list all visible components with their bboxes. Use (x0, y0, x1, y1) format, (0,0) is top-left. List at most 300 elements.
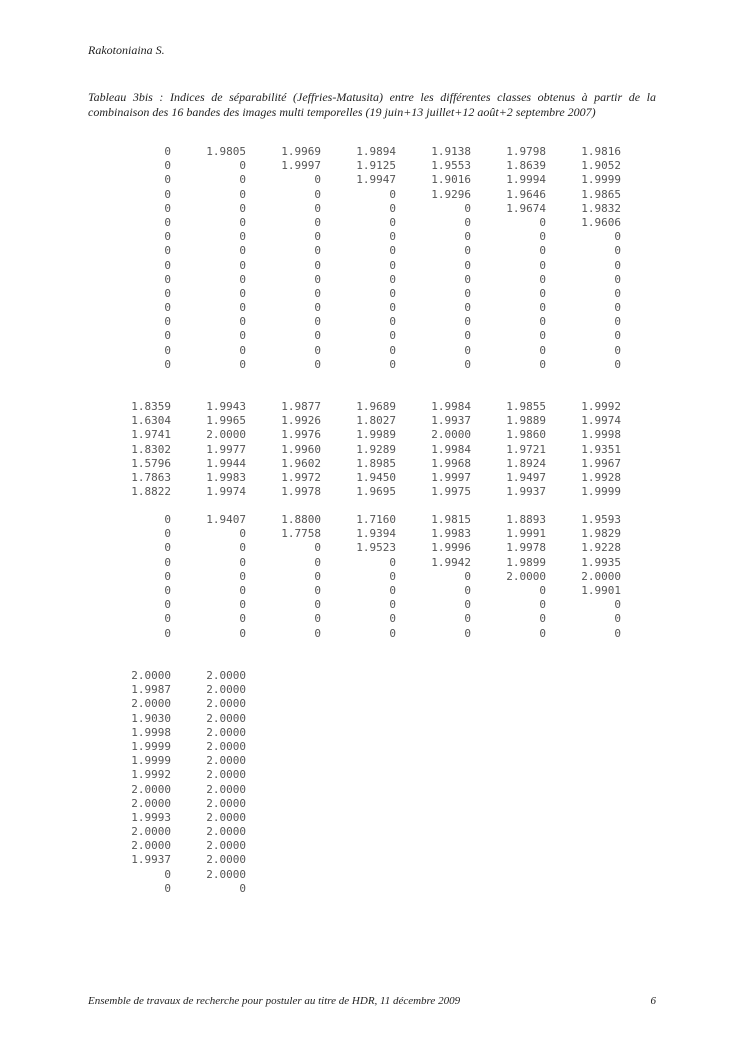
matrix-cell: 0 (314, 555, 321, 569)
matrix-cell: 1.9832 (581, 201, 621, 215)
matrix-cell: 0 (239, 555, 246, 569)
matrix-cell: 2.0000 (206, 796, 246, 810)
matrix-cell: 0 (239, 583, 246, 597)
matrix-row (96, 230, 621, 244)
matrix-row (96, 216, 621, 230)
matrix-cell: 0 (389, 343, 396, 357)
matrix-cell: 0 (164, 527, 171, 541)
matrix-cell: 1.9997 (281, 159, 321, 173)
matrix-cell: 0 (164, 258, 171, 272)
matrix-cell: 0 (239, 201, 246, 215)
matrix-cell: 0 (389, 626, 396, 640)
matrix-cell: 0 (164, 173, 171, 187)
matrix-cell: 0 (464, 583, 471, 597)
matrix-cell: 0 (239, 626, 246, 640)
matrix-cell: 0 (164, 145, 171, 158)
matrix-cell: 1.9937 (506, 485, 546, 499)
matrix-cell: 0 (314, 357, 321, 371)
matrix-block-4 (96, 669, 246, 896)
matrix-cell: 0 (164, 513, 171, 526)
matrix-cell: 2.0000 (206, 839, 246, 853)
matrix-cell: 0 (314, 187, 321, 201)
matrix-cell: 0 (164, 555, 171, 569)
matrix-cell: 0 (464, 329, 471, 343)
matrix-cell: 2.0000 (206, 739, 246, 753)
matrix-cell: 2.0000 (206, 669, 246, 682)
matrix-cell: 0 (239, 541, 246, 555)
matrix-row (96, 627, 621, 641)
matrix-cell: 0 (314, 598, 321, 612)
matrix-cell: 1.9984 (431, 400, 471, 413)
matrix-row (96, 485, 621, 499)
matrix-cell: 0 (314, 215, 321, 229)
matrix-cell: 1.8027 (356, 414, 396, 428)
matrix-row (96, 173, 621, 187)
matrix-cell: 0 (464, 244, 471, 258)
matrix-cell: 0 (239, 569, 246, 583)
matrix-row (96, 669, 246, 683)
matrix-row (96, 400, 621, 414)
matrix-row (96, 159, 621, 173)
matrix-cell: 0 (464, 301, 471, 315)
matrix-cell: 0 (614, 357, 621, 371)
matrix-cell: 1.9602 (281, 456, 321, 470)
matrix-cell: 0 (539, 343, 546, 357)
matrix-cell: 2.0000 (131, 697, 171, 711)
matrix-row (96, 244, 621, 258)
matrix-cell: 1.9998 (131, 725, 171, 739)
matrix-cell: 0 (164, 301, 171, 315)
matrix-cell: 1.9999 (131, 739, 171, 753)
matrix-cell: 0 (389, 244, 396, 258)
matrix-cell: 1.6304 (131, 414, 171, 428)
matrix-row (96, 513, 621, 527)
matrix-cell: 1.8985 (356, 456, 396, 470)
matrix-cell: 1.9983 (206, 470, 246, 484)
matrix-cell: 0 (389, 201, 396, 215)
matrix-cell: 1.7863 (131, 470, 171, 484)
matrix-cell: 2.0000 (131, 782, 171, 796)
matrix-cell: 0 (164, 230, 171, 244)
matrix-row (96, 428, 621, 442)
matrix-cell: 0 (464, 569, 471, 583)
matrix-cell: 0 (314, 230, 321, 244)
matrix-cell: 1.9030 (131, 711, 171, 725)
matrix-cell: 1.9829 (581, 527, 621, 541)
matrix-cell: 0 (464, 315, 471, 329)
matrix-cell: 1.9974 (206, 485, 246, 499)
matrix-cell: 0 (464, 357, 471, 371)
matrix-cell: 0 (389, 583, 396, 597)
matrix-row (96, 740, 246, 754)
matrix-cell: 0 (164, 867, 171, 881)
matrix-cell: 1.9996 (431, 541, 471, 555)
matrix-cell: 0 (314, 315, 321, 329)
matrix-cell: 0 (389, 187, 396, 201)
matrix-cell: 1.9889 (506, 414, 546, 428)
matrix-cell: 2.0000 (206, 782, 246, 796)
matrix-cell: 1.9987 (131, 683, 171, 697)
matrix-cell: 1.9394 (356, 527, 396, 541)
matrix-row (96, 556, 621, 570)
matrix-cell: 0 (464, 598, 471, 612)
matrix-cell: 0 (164, 272, 171, 286)
matrix-cell: 0 (314, 301, 321, 315)
matrix-cell: 1.9989 (356, 428, 396, 442)
matrix-cell: 0 (464, 612, 471, 626)
matrix-cell: 0 (164, 612, 171, 626)
matrix-cell: 0 (614, 612, 621, 626)
matrix-cell: 1.9450 (356, 470, 396, 484)
matrix-row (96, 697, 246, 711)
matrix-cell: 0 (164, 598, 171, 612)
matrix-cell: 0 (239, 357, 246, 371)
matrix-cell: 0 (614, 244, 621, 258)
matrix-cell: 0 (539, 357, 546, 371)
matrix-cell: 0 (539, 301, 546, 315)
matrix-cell: 0 (389, 612, 396, 626)
matrix-cell: 1.9999 (581, 173, 621, 187)
matrix-cell: 2.0000 (206, 754, 246, 768)
matrix-row (96, 612, 621, 626)
matrix-cell: 0 (314, 569, 321, 583)
matrix-cell: 0 (539, 598, 546, 612)
matrix-cell: 1.9689 (356, 400, 396, 413)
matrix-cell: 0 (314, 244, 321, 258)
matrix-cell: 2.0000 (206, 853, 246, 867)
matrix-cell: 0 (164, 541, 171, 555)
matrix-cell: 2.0000 (206, 711, 246, 725)
matrix-cell: 0 (164, 187, 171, 201)
matrix-cell: 1.9523 (356, 541, 396, 555)
matrix-cell: 2.0000 (131, 825, 171, 839)
matrix-cell: 1.9928 (581, 470, 621, 484)
matrix-cell: 1.9289 (356, 442, 396, 456)
page-header-author: Rakotoniaina S. (88, 43, 165, 57)
matrix-cell: 1.5796 (131, 456, 171, 470)
matrix-cell: 0 (464, 272, 471, 286)
matrix-cell: 2.0000 (431, 428, 471, 442)
footer-text: Ensemble de travaux de recherche pour postuler au titre de HDR, 11 décembre 2009 (88, 995, 461, 1007)
matrix-cell: 1.9944 (206, 456, 246, 470)
matrix-cell: 0 (539, 244, 546, 258)
matrix-cell: 1.9984 (431, 442, 471, 456)
matrix-cell: 2.0000 (206, 428, 246, 442)
matrix-cell: 2.0000 (206, 683, 246, 697)
matrix-cell: 0 (164, 626, 171, 640)
matrix-cell: 0 (389, 569, 396, 583)
matrix-cell: 1.9992 (581, 400, 621, 413)
matrix-cell: 1.9937 (131, 853, 171, 867)
matrix-cell: 0 (614, 258, 621, 272)
matrix-cell: 1.9937 (431, 414, 471, 428)
matrix-cell: 0 (239, 343, 246, 357)
matrix-cell: 1.9741 (131, 428, 171, 442)
matrix-cell: 2.0000 (506, 569, 546, 583)
matrix-cell: 0 (314, 258, 321, 272)
matrix-cell: 2.0000 (131, 669, 171, 682)
matrix-cell: 0 (239, 272, 246, 286)
matrix-cell: 0 (164, 583, 171, 597)
matrix-cell: 1.9296 (431, 187, 471, 201)
matrix-row (96, 754, 246, 768)
matrix-cell: 1.8822 (131, 485, 171, 499)
matrix-cell: 1.9993 (131, 810, 171, 824)
matrix-cell: 1.7160 (356, 513, 396, 526)
matrix-cell: 0 (464, 230, 471, 244)
matrix-cell: 0 (164, 569, 171, 583)
matrix-cell: 0 (239, 286, 246, 300)
matrix-cell: 1.9999 (581, 485, 621, 499)
matrix-cell: 0 (314, 329, 321, 343)
matrix-cell: 0 (239, 301, 246, 315)
matrix-row (96, 768, 246, 782)
matrix-cell: 0 (314, 541, 321, 555)
matrix-row (96, 145, 621, 159)
matrix-cell: 1.9606 (581, 215, 621, 229)
matrix-cell: 0 (239, 329, 246, 343)
matrix-cell: 2.0000 (206, 810, 246, 824)
matrix-cell: 1.9865 (581, 187, 621, 201)
matrix-cell: 1.9138 (431, 145, 471, 158)
matrix-row (96, 584, 621, 598)
matrix-cell: 1.9721 (506, 442, 546, 456)
matrix-row (96, 811, 246, 825)
matrix-cell: 0 (539, 258, 546, 272)
matrix-row (96, 358, 621, 372)
matrix-row (96, 868, 246, 882)
matrix-cell: 0 (614, 343, 621, 357)
matrix-cell: 0 (389, 598, 396, 612)
matrix-cell: 0 (614, 272, 621, 286)
matrix-cell: 0 (539, 329, 546, 343)
matrix-cell: 1.9960 (281, 442, 321, 456)
matrix-row (96, 839, 246, 853)
matrix-cell: 1.9855 (506, 400, 546, 413)
matrix-cell: 0 (164, 215, 171, 229)
matrix-cell: 1.9553 (431, 159, 471, 173)
matrix-cell: 0 (239, 315, 246, 329)
matrix-cell: 1.9816 (581, 145, 621, 158)
matrix-row (96, 712, 246, 726)
matrix-cell: 1.9228 (581, 541, 621, 555)
matrix-cell: 1.9407 (206, 513, 246, 526)
matrix-cell: 2.0000 (206, 768, 246, 782)
matrix-row (96, 825, 246, 839)
matrix-cell: 1.9977 (206, 442, 246, 456)
matrix-cell: 0 (614, 626, 621, 640)
matrix-cell: 0 (239, 527, 246, 541)
matrix-cell: 2.0000 (206, 825, 246, 839)
matrix-cell: 1.9593 (581, 513, 621, 526)
matrix-cell: 0 (164, 329, 171, 343)
matrix-cell: 2.0000 (206, 725, 246, 739)
matrix-cell: 1.9935 (581, 555, 621, 569)
matrix-cell: 0 (314, 272, 321, 286)
matrix-cell: 0 (164, 315, 171, 329)
matrix-cell: 1.9901 (581, 583, 621, 597)
matrix-cell: 0 (464, 201, 471, 215)
matrix-cell: 0 (539, 583, 546, 597)
matrix-cell: 1.9967 (581, 456, 621, 470)
matrix-cell: 0 (614, 315, 621, 329)
matrix-cell: 1.9798 (506, 145, 546, 158)
matrix-cell: 1.9947 (356, 173, 396, 187)
matrix-cell: 0 (389, 286, 396, 300)
matrix-cell: 0 (314, 612, 321, 626)
matrix-cell: 0 (239, 215, 246, 229)
matrix-cell: 0 (539, 315, 546, 329)
matrix-cell: 0 (314, 173, 321, 187)
matrix-cell: 0 (389, 555, 396, 569)
matrix-cell: 1.9016 (431, 173, 471, 187)
matrix-cell: 0 (389, 272, 396, 286)
matrix-cell: 0 (614, 230, 621, 244)
matrix-cell: 0 (239, 598, 246, 612)
matrix-cell: 0 (239, 244, 246, 258)
matrix-cell: 1.9899 (506, 555, 546, 569)
matrix-cell: 0 (389, 258, 396, 272)
matrix-cell: 0 (539, 272, 546, 286)
matrix-cell: 0 (464, 286, 471, 300)
matrix-row (96, 273, 621, 287)
matrix-cell: 0 (164, 357, 171, 371)
matrix-cell: 0 (164, 159, 171, 173)
matrix-cell: 0 (314, 583, 321, 597)
matrix-cell: 1.9646 (506, 187, 546, 201)
matrix-cell: 1.8302 (131, 442, 171, 456)
matrix-cell: 2.0000 (131, 796, 171, 810)
matrix-cell: 1.9978 (281, 485, 321, 499)
matrix-cell: 1.8359 (131, 400, 171, 413)
matrix-cell: 1.9997 (431, 470, 471, 484)
matrix-row (96, 188, 621, 202)
matrix-cell: 1.9998 (581, 428, 621, 442)
matrix-cell: 0 (539, 626, 546, 640)
matrix-cell: 1.9983 (431, 527, 471, 541)
matrix-cell: 0 (164, 881, 171, 895)
table-caption: Tableau 3bis : Indices de séparabilité (Jeffries-Matusita) entre les différentes classes obtenus à partir de la combinaison des 16 bandes des images multi temporelles (19 juin+13 juillet+12 août+2 septembre 2007) (88, 90, 656, 119)
matrix-cell: 1.9894 (356, 145, 396, 158)
matrix-cell: 1.8800 (281, 513, 321, 526)
matrix-cell: 0 (389, 357, 396, 371)
matrix-row (96, 527, 621, 541)
matrix-cell: 0 (164, 244, 171, 258)
matrix-row (96, 329, 621, 343)
matrix-cell: 0 (464, 258, 471, 272)
matrix-cell: 0 (239, 881, 246, 895)
matrix-cell: 1.9974 (581, 414, 621, 428)
matrix-cell: 1.9975 (431, 485, 471, 499)
matrix-row (96, 683, 246, 697)
matrix-cell: 1.9125 (356, 159, 396, 173)
matrix-cell: 0 (164, 286, 171, 300)
page-number: 6 (650, 995, 656, 1007)
matrix-cell: 0 (464, 343, 471, 357)
matrix-row (96, 853, 246, 867)
matrix-cell: 1.7758 (281, 527, 321, 541)
matrix-cell: 0 (239, 173, 246, 187)
matrix-cell: 0 (314, 626, 321, 640)
page-footer (88, 995, 656, 1007)
matrix-cell: 1.9877 (281, 400, 321, 413)
matrix-cell: 0 (389, 215, 396, 229)
matrix-row (96, 287, 621, 301)
matrix-cell: 1.9965 (206, 414, 246, 428)
matrix-cell: 2.0000 (206, 867, 246, 881)
matrix-cell: 0 (239, 258, 246, 272)
matrix-cell: 1.9351 (581, 442, 621, 456)
matrix-cell: 0 (389, 301, 396, 315)
matrix-cell: 0 (239, 187, 246, 201)
matrix-cell: 1.9978 (506, 541, 546, 555)
matrix-cell: 1.9674 (506, 201, 546, 215)
matrix-cell: 0 (539, 215, 546, 229)
matrix-cell: 0 (389, 315, 396, 329)
matrix-cell: 1.9969 (281, 145, 321, 158)
matrix-cell: 0 (239, 159, 246, 173)
matrix-row (96, 457, 621, 471)
matrix-row (96, 598, 621, 612)
matrix-cell: 2.0000 (206, 697, 246, 711)
matrix-cell: 0 (239, 230, 246, 244)
matrix-row (96, 202, 621, 216)
matrix-row (96, 882, 246, 896)
matrix-cell: 0 (464, 626, 471, 640)
matrix-block-1 (96, 145, 621, 372)
matrix-cell: 1.9860 (506, 428, 546, 442)
matrix-cell: 1.9497 (506, 470, 546, 484)
matrix-cell: 1.9943 (206, 400, 246, 413)
matrix-cell: 1.9695 (356, 485, 396, 499)
matrix-row (96, 797, 246, 811)
matrix-row (96, 301, 621, 315)
matrix-cell: 1.9926 (281, 414, 321, 428)
matrix-cell: 1.9994 (506, 173, 546, 187)
matrix-cell: 1.8639 (506, 159, 546, 173)
matrix-cell: 1.9052 (581, 159, 621, 173)
matrix-cell: 0 (239, 612, 246, 626)
matrix-row (96, 570, 621, 584)
matrix-cell: 0 (539, 612, 546, 626)
matrix-cell: 2.0000 (581, 569, 621, 583)
matrix-cell: 0 (539, 286, 546, 300)
matrix-row (96, 471, 621, 485)
matrix-cell: 1.9991 (506, 527, 546, 541)
matrix-cell: 1.8924 (506, 456, 546, 470)
matrix-row (96, 443, 621, 457)
matrix-cell: 0 (164, 201, 171, 215)
matrix-cell: 1.9972 (281, 470, 321, 484)
matrix-cell: 0 (389, 329, 396, 343)
matrix-cell: 1.8893 (506, 513, 546, 526)
matrix-cell: 2.0000 (131, 839, 171, 853)
matrix-cell: 1.9968 (431, 456, 471, 470)
matrix-block-3 (96, 513, 621, 641)
matrix-row (96, 726, 246, 740)
matrix-cell: 1.9976 (281, 428, 321, 442)
matrix-cell: 1.9942 (431, 555, 471, 569)
matrix-cell: 1.9992 (131, 768, 171, 782)
matrix-cell: 0 (539, 230, 546, 244)
matrix-row (96, 541, 621, 555)
matrix-row (96, 414, 621, 428)
matrix-cell: 0 (614, 286, 621, 300)
matrix-row (96, 783, 246, 797)
matrix-row (96, 259, 621, 273)
matrix-cell: 1.9805 (206, 145, 246, 158)
matrix-block-2 (96, 400, 621, 499)
